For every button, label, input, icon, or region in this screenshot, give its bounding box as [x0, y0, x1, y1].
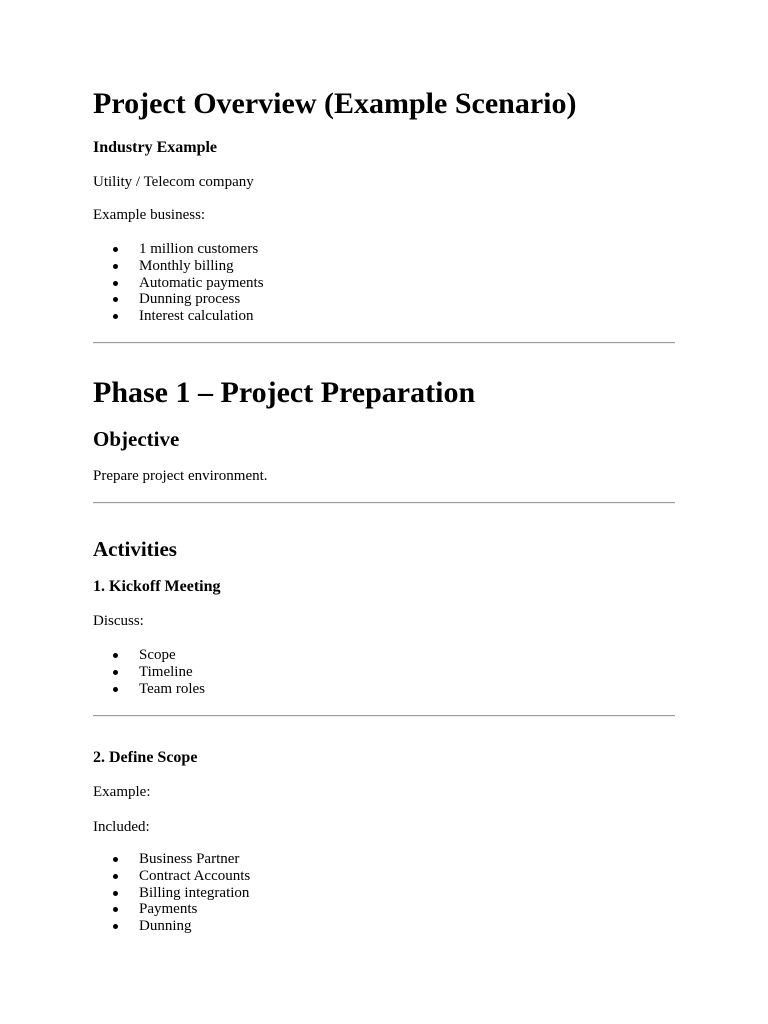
bullet-icon	[113, 907, 118, 912]
objective-text: Prepare project environment.	[93, 468, 268, 484]
industry-text: Utility / Telecom company	[93, 174, 254, 190]
bullet-icon	[113, 924, 118, 929]
bullet-icon	[113, 247, 118, 252]
bullet-icon	[113, 297, 118, 302]
bullet-icon	[113, 653, 118, 658]
scope-heading: 2. Define Scope	[93, 749, 198, 766]
list-item: Monthly billing	[93, 258, 264, 275]
list-item: Interest calculation	[93, 308, 264, 325]
bullet-icon	[113, 314, 118, 319]
phase-title: Phase 1 – Project Preparation	[93, 376, 476, 409]
objective-heading: Objective	[93, 427, 180, 451]
scope-list	[93, 851, 250, 935]
list-item: Dunning process	[93, 291, 264, 308]
scope-example-label: Example:	[93, 784, 151, 800]
divider	[93, 342, 675, 344]
bullet-icon	[113, 857, 118, 862]
list-item: Dunning	[93, 918, 250, 935]
bullet-icon	[113, 281, 118, 286]
divider	[93, 502, 675, 504]
list-item: 1 million customers	[93, 241, 264, 258]
bullet-icon	[113, 670, 118, 675]
page-title: Project Overview (Example Scenario)	[93, 87, 577, 120]
list-item: Billing integration	[93, 885, 250, 902]
bullet-icon	[113, 874, 118, 879]
bullet-icon	[113, 891, 118, 896]
scope-included-label: Included:	[93, 819, 150, 835]
business-label: Example business:	[93, 207, 206, 223]
list-item: Contract Accounts	[93, 868, 250, 885]
bullet-icon	[113, 264, 118, 269]
activities-heading: Activities	[93, 537, 177, 561]
kickoff-label: Discuss:	[93, 613, 144, 629]
industry-heading: Industry Example	[93, 139, 218, 156]
divider	[93, 715, 675, 717]
list-item: Payments	[93, 901, 250, 918]
list-item: Automatic payments	[93, 275, 264, 292]
kickoff-heading: 1. Kickoff Meeting	[93, 578, 221, 595]
list-item: Scope	[93, 647, 205, 664]
business-list	[93, 241, 264, 325]
list-item: Timeline	[93, 664, 205, 681]
kickoff-list	[93, 647, 205, 697]
bullet-icon	[113, 687, 118, 692]
list-item: Business Partner	[93, 851, 250, 868]
list-item: Team roles	[93, 681, 205, 698]
